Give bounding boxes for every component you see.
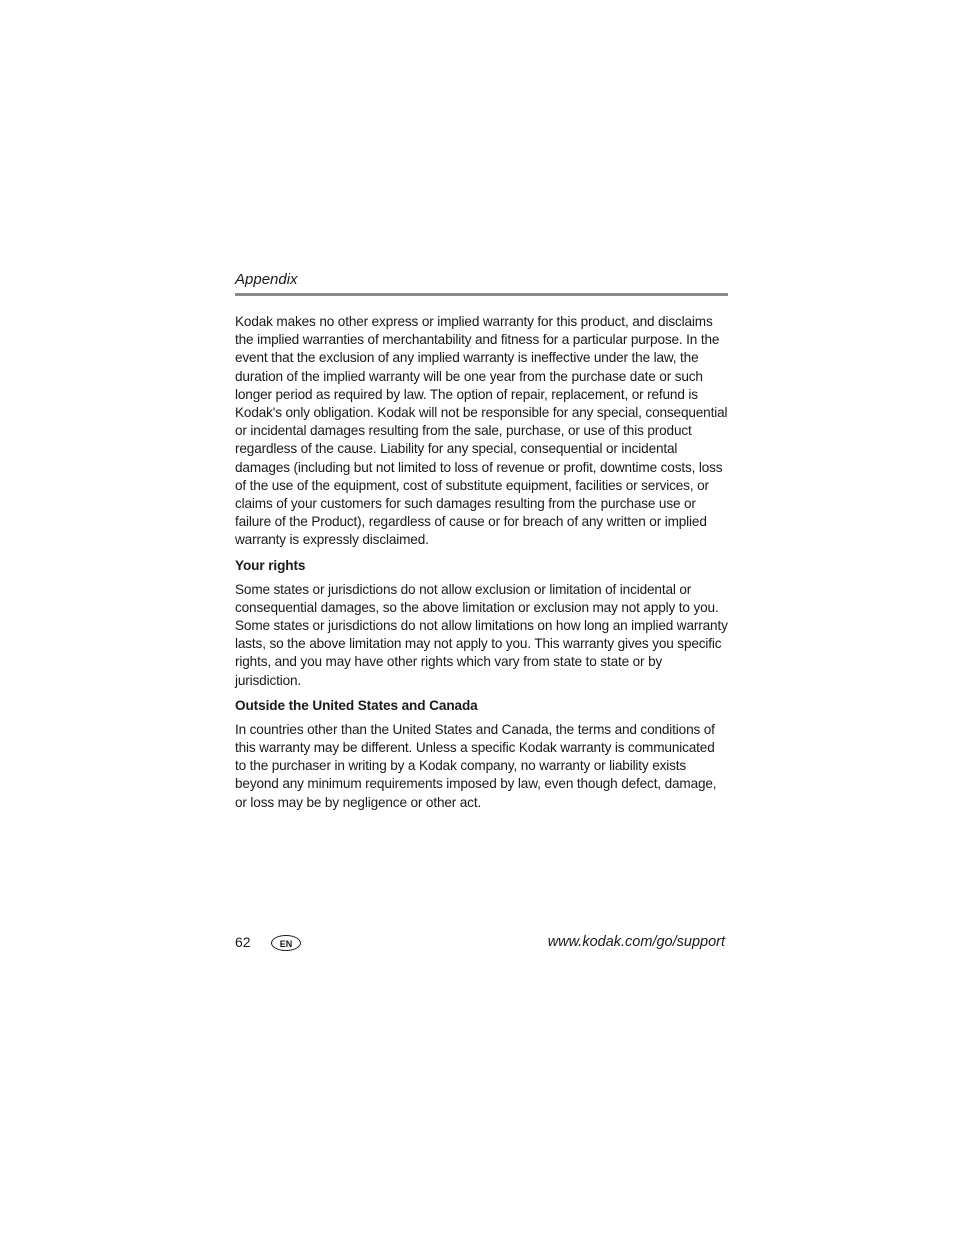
- page-content: [235, 270, 728, 819]
- outside-us-canada-heading: Outside the United States and Canada: [235, 697, 478, 713]
- your-rights-paragraph: Some states or jurisdictions do not allow exclusion or limitation of incidental or consequential damages, so the above limitation or exclusion may not apply to you. Some states or jurisdictions do not allow limitations on how long an implied warranty lasts, so the above limitation may not apply to you. This warranty gives you specific rights, and you may have other rights which vary from state to state or by jurisdiction.: [235, 581, 728, 688]
- support-url-link[interactable]: www.kodak.com/go/support: [547, 934, 725, 950]
- page-footer: [235, 931, 725, 953]
- language-badge-icon: EN: [271, 935, 301, 951]
- warranty-disclaimer-paragraph: Kodak makes no other express or implied warranty for this product, and disclaims the implied warranties of merchantability and fitness for a particular purpose. In the event that the exclusion of any implied warranty is ineffective under the law, the duration of the implied warranty will be one year from the purchase date or such longer period as required by law. The option of repair, replacement, or refund is Kodak's only obligation. Kodak will not be responsible for any special, consequential or incidental damages resulting from the sale, purchase, or use of this product regardless of the cause. Liability for any special, consequential or incidental damages (including but not limited to loss of revenue or profit, downtime costs, loss of the use of the equipment, cost of substitute equipment, facilities or services, or claims of your customers for such damages resulting from the purchase use or failure of the Product), regardless of cause or for breach of any written or implied warranty is expressly disclaimed.: [235, 314, 728, 548]
- section-header: Appendix: [235, 271, 298, 288]
- outside-us-canada-paragraph: In countries other than the United States and Canada, the terms and conditions of this warranty may be different. Unless a specific Kodak warranty is communicated to the purchaser in writing by a Kodak company, no warranty or liability exists beyond any minimum requirements imposed by law, even though defect, damage, or loss may be by negligence or other act.: [235, 721, 717, 810]
- your-rights-heading: Your rights: [235, 557, 306, 573]
- header-divider: [235, 293, 728, 296]
- page-number: 62: [235, 934, 251, 950]
